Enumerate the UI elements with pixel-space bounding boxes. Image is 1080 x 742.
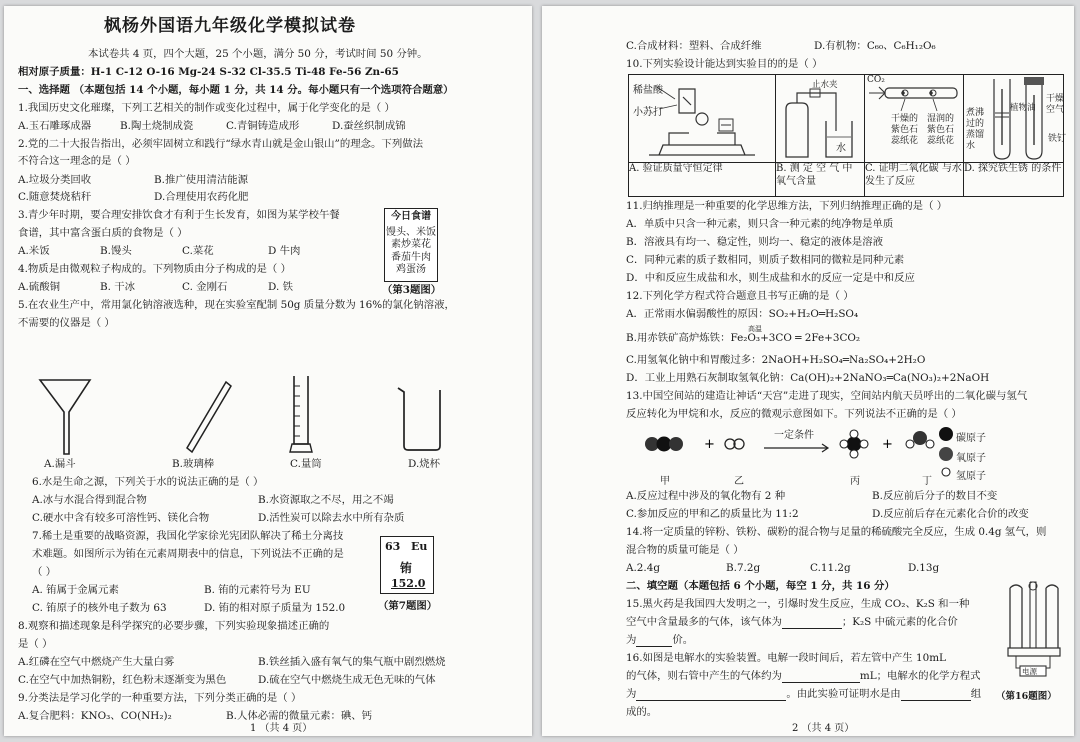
experiment-table	[628, 74, 1067, 197]
page-2-footer: 2 （共 4 页）	[792, 723, 855, 734]
q11-option-b: B．溶液具有均一、稳定性，则均一、稳定的液体是溶液	[626, 236, 884, 248]
section-2-heading: 二、填空题（本题包括 6 个小题，每空 1 分，共 16 分）	[626, 580, 895, 592]
q16-text-3: 为	[626, 688, 637, 700]
question-15-line-2	[626, 616, 958, 629]
q8-option-c: C.在空气中加热铜粉，红色粉末逐渐变为黑色	[18, 674, 227, 686]
exam-page-2	[542, 6, 1074, 736]
q14-option-d: D.13g	[908, 562, 940, 574]
q12-option-b: B.用赤铁矿高炉炼铁：Fe₂O₃+3CO ═ 2Fe+3CO₂	[626, 332, 861, 344]
menu-caption: （第3题图）	[382, 284, 442, 296]
q1-option-c: C.青铜铸造成形	[226, 120, 300, 132]
q15-text-1: 空气中含量最多的气体，该气体为	[626, 616, 782, 628]
q6-option-b: B.水资源取之不尽，用之不竭	[258, 494, 394, 506]
question-8: 8.观察和描述现象是科学探究的必要步骤，下列实验现象描述正确的	[18, 620, 330, 632]
glass-rod-image	[182, 378, 242, 456]
q8-option-a: A.红磷在空气中燃烧产生大量白雾	[18, 656, 175, 668]
q2-option-d: D.合理使用农药化肥	[154, 191, 249, 203]
experiment-a-figure	[629, 75, 776, 163]
legend-oxygen: 氧原子	[956, 453, 986, 464]
q7-option-a: A. 铕属于金属元素	[32, 584, 119, 596]
product-ding-o	[913, 431, 927, 445]
q15-blank-valence[interactable]	[636, 636, 672, 647]
q2-option-b: B.推广使用清洁能源	[154, 174, 249, 186]
q13-option-a: A.反应过程中涉及的氧化物有 2 种	[626, 490, 786, 502]
question-9: 9.分类法是学习化学的一种重要方法，下列分类正确的是（ ）	[18, 692, 302, 704]
q5-option-a: A.漏斗	[44, 458, 76, 470]
element-number: 63	[385, 540, 401, 553]
atomic-mass-line: 相对原子质量：H-1 C-12 O-16 Mg-24 S-32 Cl-35.5 Ti-48 Fe-56 Zn-65	[18, 66, 399, 78]
molecule-name-bing: 丙	[850, 476, 860, 487]
question-15-line-3	[626, 634, 693, 647]
q14-option-a: A.2.4g	[626, 562, 660, 574]
q3-option-c: C.菜花	[182, 245, 214, 257]
question-2-cont: 不符合这一理念的是（ ）	[18, 155, 136, 167]
question-10: 10.下列实验设计能达到实验目的的是（ ）	[626, 58, 823, 70]
label-hydrochloric-acid: 稀盐酸	[633, 85, 663, 96]
experiment-a-caption: A. 验证质量守恒定律	[629, 163, 776, 197]
question-16-line-3	[626, 688, 981, 701]
q9-option-d: D.有机物：C₆₀、C₆H₁₂O₆	[814, 40, 936, 52]
label-dry-1: 干燥的	[891, 114, 919, 124]
experiment-b-figure	[776, 75, 865, 163]
q5-option-c: C.量筒	[290, 458, 322, 470]
q13-option-b: B.反应前后分子的数目不变	[872, 490, 998, 502]
question-13: 13.中国空间站的建造让神话“天宫”走进了现实，空间站内航天员呼出的二氧化碳与氢气	[626, 390, 1028, 402]
menu-item: 鸡蛋汤	[396, 264, 426, 275]
q1-option-a: A.玉石雕琢成器	[18, 120, 92, 132]
q5-option-b: B.玻璃棒	[172, 458, 215, 470]
molecule-name-ding: 丁	[922, 476, 932, 487]
q16-blank-volume[interactable]	[782, 672, 860, 683]
question-8-cont: 是（ ）	[18, 638, 53, 650]
electrolysis-caption: （第16题图）	[996, 691, 1057, 702]
question-15: 15.黑火药是我国四大发明之一，引爆时发生反应，生成 CO₂、K₂S 和一种	[626, 598, 970, 610]
power-source-label: 电源	[1022, 667, 1037, 676]
q4-option-c: C. 金刚石	[182, 281, 228, 293]
label-vegetable-oil: 植物油	[1010, 103, 1036, 113]
question-14: 14.将一定质量的锌粉、铁粉、碳粉的混合物与足量的稀硫酸完全反应，生成 0.4g 氢气，则	[626, 526, 1047, 538]
q15-text-3: 为	[626, 634, 637, 646]
q11-option-a: A．单质中只含一种元素，则只含一种元素的纯净物是单质	[626, 218, 894, 230]
reaction-arrow	[764, 444, 828, 452]
legend-carbon: 碳原子	[956, 433, 986, 444]
label-iron-nail: 铁钉	[1048, 134, 1067, 144]
svg-text:+: +	[704, 437, 715, 452]
experiment-d-caption: D. 探究铁生锈 的条件	[964, 163, 1064, 197]
exam-title: 枫杨外国语九年级化学模拟试卷	[104, 16, 356, 36]
question-16: 16.如图是电解水的实验装置。电解一段时间后，若左管中产生 10mL	[626, 652, 946, 664]
element-caption: （第7题图）	[378, 600, 438, 612]
reactant-jia-o-right	[669, 437, 683, 451]
q4-option-b: B. 干冰	[100, 281, 136, 293]
question-5-cont: 不需要的仪器是（ ）	[18, 317, 115, 329]
q15-text-2: ；K₂S 中硫元素的化合价	[841, 616, 958, 628]
label-dry-air-1: 干燥	[1046, 94, 1065, 104]
section-1-heading: 一、选择题 （本题包括 14 个小题，每小题 1 分，共 14 分。每小题只有一个选项符合题意）	[18, 84, 454, 96]
menu-title: 今日食谱	[391, 211, 431, 222]
question-11: 11.归纳推理是一种重要的化学思维方法，下列归纳推理正确的是（ ）	[626, 200, 948, 212]
q2-option-c: C.随意焚烧秸秆	[18, 191, 92, 203]
graduated-cylinder-image	[288, 374, 318, 456]
element-card-europium	[380, 536, 434, 594]
label-distilled-water: 水	[966, 141, 976, 151]
question-7-cont: 术难题。如图所示为铕在元素周期表中的信息，下列说法不正确的是	[32, 548, 344, 560]
question-6: 6.水是生命之源，下列关于水的说法正确的是（ ）	[32, 476, 264, 488]
menu-item: 番茄牛肉	[391, 251, 431, 263]
molecule-name-jia: 甲	[660, 476, 670, 487]
q16-blank-composition[interactable]	[901, 690, 971, 701]
q13-option-c: C.参加反应的甲和乙的质量比为 11:2	[626, 508, 799, 520]
menu-figure	[384, 208, 438, 282]
experiment-c-caption: C. 证明二氧化碳 与水发生了反应	[865, 163, 964, 197]
reaction-condition: 一定条件	[774, 430, 814, 441]
q12-option-d: D．工业上用熟石灰制取氢氧化钠：Ca(OH)₂+2NaNO₃═Ca(NO₃)₂+2NaOH	[626, 372, 990, 384]
q1-option-b: B.陶土烧制成瓷	[120, 120, 194, 132]
label-baking-soda: 小苏打	[633, 107, 663, 118]
element-symbol: Eu	[411, 540, 428, 553]
q6-option-c: C.硬水中含有较多可溶性钙、镁化合物	[32, 512, 210, 524]
molecule-name-yi: 乙	[734, 476, 744, 487]
q11-option-d: D．中和反应生成盐和水，则生成盐和水的反应一定是中和反应	[626, 272, 915, 284]
question-3-cont: 食谱，其中富含蛋白质的食物是（ ）	[18, 227, 188, 239]
menu-item: 素炒菜花	[391, 239, 431, 250]
question-1: 1.我国历史文化璀璨，下列工艺相关的制作或变化过程中，属于化学变化的是（ ）	[18, 102, 395, 114]
q9-option-b: B.人体必需的微量元素：碘、钙	[226, 710, 373, 722]
q16-text-2: mL；电解水的化学方程式	[859, 670, 981, 682]
label-distilled: 蒸馏	[966, 130, 985, 140]
q12-condition-high-temp: 高温	[748, 325, 762, 333]
q6-option-a: A.冰与水混合得到混合物	[32, 494, 147, 506]
q5-option-d: D.烧杯	[408, 458, 441, 470]
question-3: 3.青少年时期，要合理安排饮食才有利于生长发育，如图为某学校午餐	[18, 209, 340, 221]
experiment-b-caption: B. 测 定 空 气 中 氧气含量	[776, 163, 865, 197]
q2-option-a: A.垃圾分类回收	[18, 174, 92, 186]
beaker-image	[396, 386, 446, 452]
label-boiled-2: 过的	[966, 119, 985, 129]
experiment-d-figure	[964, 75, 1067, 163]
q9-option-c: C.合成材料：塑料、合成纤维	[626, 40, 762, 52]
q9-option-a: A.复合肥料：KNO₃、CO(NH₂)₂	[18, 710, 172, 722]
q4-option-a: A.硫酸铜	[18, 281, 60, 293]
q15-text-4: 价。	[672, 634, 694, 646]
funnel-image	[38, 378, 98, 456]
label-wet-2: 紫色石	[927, 125, 955, 135]
q3-option-d: D 牛肉	[268, 245, 301, 257]
exam-intro: 本试卷共 4 页，四个大题，25 个小题，满分 50 分，考试时间 50 分钟。	[88, 48, 428, 60]
question-5: 5.在农业生产中，常用氯化钠溶液选种，现在实验室配制 50g 质量分数为 16%的氯化钠溶液，	[18, 299, 455, 311]
q3-option-a: A.米饭	[18, 245, 50, 257]
q7-option-b: B. 铕的元素符号为 EU	[204, 584, 311, 596]
q8-option-d: D.硫在空气中燃烧生成无色无味的气体	[258, 674, 436, 686]
q1-option-d: D.蚕丝织制成锦	[332, 120, 406, 132]
page-1-footer: 1 （共 4 页）	[250, 723, 313, 734]
menu-item: 馒头、米饭	[386, 226, 436, 238]
experiment-c-figure	[865, 75, 964, 163]
q12-option-a: A．正常雨水偏弱酸性的原因：SO₂+H₂O═H₂SO₄	[626, 308, 859, 320]
question-12: 12.下列化学方程式符合题意且书写正确的是（ ）	[626, 290, 854, 302]
product-bing-c	[847, 437, 862, 452]
question-16-line-4: 成的。	[626, 706, 658, 718]
q6-option-d: D.活性炭可以除去水中所有杂质	[258, 512, 405, 524]
question-7: 7.稀土是重要的战略资源，我国化学家徐光宪团队解决了稀土分离技	[32, 530, 344, 542]
label-boiled: 煮沸	[966, 108, 985, 118]
q14-option-b: B.7.2g	[726, 562, 761, 574]
q14-option-c: C.11.2g	[810, 562, 851, 574]
question-14-cont: 混合物的质量可能是（ ）	[626, 544, 744, 556]
q11-option-c: C．同种元素的质子数相同，则质子数相同的微粒是同种元素	[626, 254, 905, 266]
q3-option-b: B.馒头	[100, 245, 132, 257]
question-13-cont: 反应转化为甲烷和水，反应的微观示意图如下。下列说法不正确的是（ ）	[626, 408, 962, 420]
q15-blank-gas[interactable]	[782, 618, 842, 629]
question-16-line-2	[626, 670, 981, 683]
q12-option-c: C.用氢氧化钠中和胃酸过多：2NaOH+H₂SO₄═Na₂SO₄+2H₂O	[626, 354, 926, 366]
label-wet-3: 蕊纸花	[927, 136, 955, 146]
label-dry-3: 蕊纸花	[891, 136, 919, 146]
label-dry-air-2: 空气	[1046, 105, 1065, 115]
q4-option-d: D. 铁	[268, 281, 293, 293]
question-7-cont2: （ ）	[32, 566, 57, 578]
exam-page-1	[4, 6, 532, 736]
q16-text-1: 的气体，则右管中产生的气体约为	[626, 670, 782, 682]
element-name: 铕	[400, 561, 413, 575]
legend-hydrogen: 氢原子	[956, 471, 986, 482]
question-2: 2.党的二十大报告指出，必须牢固树立和践行“绿水青山就是金山银山”的理念。下列做法	[18, 138, 423, 150]
q7-option-d: D. 铕的相对原子质量为 152.0	[204, 602, 346, 614]
q16-text-4: 。由此实验可证明水是由	[786, 688, 901, 700]
q16-text-5: 组	[970, 688, 982, 700]
q16-blank-equation[interactable]	[636, 690, 786, 701]
label-co2: CO₂	[867, 75, 885, 85]
q7-option-c: C. 铕原子的核外电子数为 63	[32, 602, 167, 614]
q13-option-d: D.反应前后存在元素化合价的改变	[872, 508, 1029, 520]
q8-option-b: B.铁丝插入盛有氧气的集气瓶中剧烈燃烧	[258, 656, 446, 668]
svg-text:+: +	[882, 437, 893, 452]
label-dry-2: 紫色石	[891, 125, 919, 135]
label-wet-1: 湿润的	[927, 114, 955, 124]
label-water: 水	[836, 143, 846, 154]
element-mass: 152.0	[391, 577, 426, 590]
label-water-clamp: 止水夹	[812, 80, 838, 90]
question-4: 4.物质是由微观粒子构成的。下列物质由分子构成的是（ ）	[18, 263, 291, 275]
